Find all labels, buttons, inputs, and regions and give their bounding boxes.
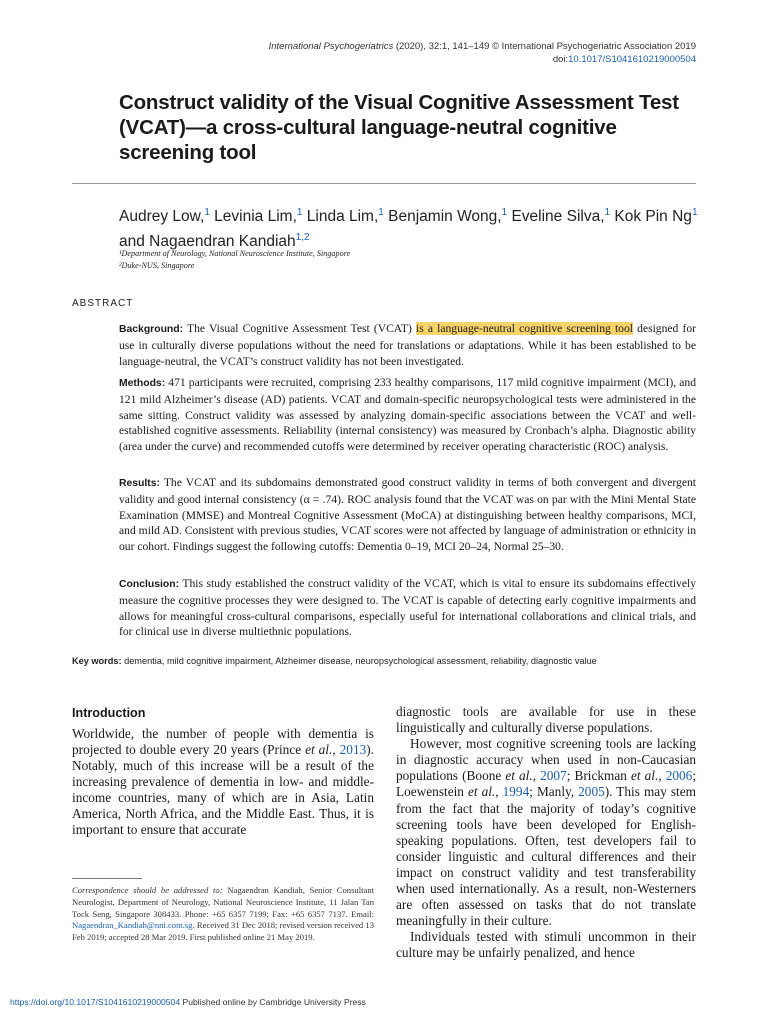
author: and Nagaendran Kandiah	[119, 233, 296, 251]
methods-text: 471 participants were recruited, comprising 233 healthy comparisons, 117 mild cognitive impairment (MCI), and 121 mild Alzheimer’s disease (AD) patients. VCAT and domain-specific neuropsychological tests were administered in the same sitting. Construct validity was assessed by analyzing domain-specific associations between the VCAT and well-established cognitive assessments. Reliability (internal consistency) was measured by Cronbach’s alpha. Diagnostic ability (area under the curve) and recommended cutoffs were determined by receiver operating characteristic (ROC) analysis.	[119, 376, 696, 454]
body-text: However, most cognitive screening tools are lacking in diagnostic accuracy when used in non-Caucasian populations (Boone	[396, 736, 696, 784]
author: Linda Lim,	[302, 208, 379, 226]
email-link[interactable]: Nagaendran_Kandiah@nni.com.sg	[72, 920, 193, 931]
citation-link[interactable]: 2013	[339, 742, 367, 757]
intro-paragraph	[72, 726, 374, 838]
et-al: et al.	[630, 768, 659, 784]
page-footer	[10, 997, 366, 1007]
citation-link[interactable]: 2007	[540, 768, 567, 784]
body-text: ; Brickman	[566, 768, 631, 784]
correspondence-label: Correspondence should be addressed to:	[72, 885, 223, 895]
results-text: The VCAT and its subdomains demonstrated good construct validity in terms of both convergent and divergent validity and good internal consistency (α = .74). ROC analysis found that the VCAT was on par with the Mini Mental State Examination (MMSE) and Montreal Cognitive Assessment (MoCA) at distinguishing between healthy comparisons, MCI, and mild AD. Consistent with previous studies, VCAT scores were not affected by language of administration or ethnicity in our cohort. Findings suggest the following cutoffs: Dementia 0–19, MCI 20–24, Normal 25–30.	[119, 476, 696, 554]
affiliation-ref[interactable]: 1	[296, 207, 303, 218]
correspondence-text: Nagaendran Kandiah, Senior Consultant Neurologist, Department of Neurology, National Neuroscience Institute, 11 Jalan Tan Tock Seng, Singapore 308433. Phone: +65 6357 7199; Fax: +65 6357 7137. Email:	[72, 885, 375, 919]
right-column	[396, 704, 696, 962]
correspondence-note	[72, 885, 374, 944]
affiliation-ref[interactable]: 1	[691, 207, 698, 218]
author-list	[119, 202, 709, 252]
footer-doi-link[interactable]: https://doi.org/10.1017/S1041610219000504	[10, 997, 181, 1007]
paragraph-continued: diagnostic tools are available for use in these linguistically and culturally diverse populations.	[396, 704, 696, 736]
affiliation-ref[interactable]: 1	[604, 207, 611, 218]
journal-citation	[269, 40, 696, 66]
doi-prefix: doi:	[552, 54, 569, 65]
author: Eveline Silva,	[507, 208, 605, 226]
body-text: ). This may stem from the fact that the majority of today’s cognitive screening tools have been developed for English-speaking populations. Often, test developers fail to consider linguistic and cultural differences and their impact on construct validity and test transferability when used internationally. As a result, non-Westerners are often assessed on tasks that do not translate meaningfully in their culture.	[396, 784, 696, 929]
abstract-background	[119, 321, 696, 369]
et-al: et al.	[505, 768, 533, 784]
journal-name: International Psychogeriatrics	[268, 41, 394, 52]
citation-link[interactable]: 2005	[578, 784, 605, 800]
highlighted-text[interactable]: is a language-neutral cognitive screening tool	[415, 322, 633, 335]
author: Kok Pin Ng	[610, 208, 692, 226]
journal-volume: (2020), 32:1, 141–149 © International Psychogeriatric Association 2019	[393, 41, 696, 52]
section-heading-introduction: Introduction	[72, 706, 146, 720]
affiliation-ref[interactable]: 1	[378, 207, 384, 218]
article-title: Construct validity of the Visual Cognitive Assessment Test (VCAT)—a cross-cultural language-neutral cognitive screening tool	[119, 91, 679, 164]
author: Audrey Low,	[119, 208, 205, 226]
body-text: ,	[658, 768, 666, 784]
body-text: ). Notably, much of this increase will be a result of the increasing prevalence of dementia in low- and middle-income countries, many of which are in Asia, Latin America, North Africa, and the Middle East. Thus, it is important to ensure that accurate	[72, 742, 375, 837]
author: Benjamin Wong,	[383, 208, 502, 226]
author: Levinia Lim,	[209, 208, 297, 226]
paragraph-2	[396, 736, 696, 929]
footer-published: Published online by Cambridge University Press	[180, 997, 366, 1007]
body-text: ,	[332, 742, 340, 757]
et-al: et al.	[305, 742, 333, 757]
doi-link[interactable]: 10.1017/S1041610219000504	[568, 54, 696, 65]
background-text: The Visual Cognitive Assessment Test (VCAT)	[183, 322, 416, 335]
results-label: Results:	[119, 478, 160, 489]
correspondence-dates: . Received 31 Dec 2018; revised version received 13 Feb 2019; accepted 28 Mar 2019. First published online 21 May 2019.	[72, 920, 374, 943]
title-divider	[72, 183, 696, 184]
body-text: Worldwide, the number of people with dementia is projected to double every 20 years (Prince	[72, 726, 374, 757]
background-label: Background:	[119, 324, 184, 335]
abstract-results	[119, 475, 696, 555]
footnote-divider	[72, 878, 142, 879]
abstract-label: ABSTRACT	[72, 298, 134, 309]
affiliation-ref[interactable]: 1	[204, 207, 210, 218]
background-text-cont: designed for use in culturally diverse populations without the need for translations or adaptations. While it has been established to be language-neutral, the VCAT’s construct validity has not been investigated.	[119, 322, 696, 368]
abstract-methods	[119, 375, 696, 455]
keywords-text: dementia, mild cognitive impairment, Alzheimer disease, neuropsychological assessment, reliability, diagnostic value	[121, 656, 597, 666]
paragraph-3: Individuals tested with stimuli uncommon in their culture may be unfairly penalized, and hence	[396, 929, 696, 961]
body-text: ,	[532, 768, 541, 784]
abstract-conclusion	[119, 576, 696, 640]
methods-label: Methods:	[119, 378, 166, 389]
affiliations	[119, 248, 350, 272]
affiliation-1: ¹Department of Neurology, National Neuroscience Institute, Singapore	[119, 249, 351, 258]
conclusion-label: Conclusion:	[119, 579, 180, 590]
keywords-label: Key words:	[72, 656, 122, 666]
affiliation-ref[interactable]: 1	[501, 207, 508, 218]
citation-link[interactable]: 2006	[665, 768, 693, 784]
body-text: ; Loewenstein	[396, 768, 697, 800]
affiliation-ref[interactable]: 1,2	[295, 232, 310, 244]
citation-link[interactable]: 1994	[502, 784, 530, 800]
affiliation-2: ²Duke-NUS, Singapore	[119, 261, 195, 270]
body-text: ; Manly,	[529, 784, 579, 800]
body-text: ,	[495, 784, 503, 800]
keywords	[72, 655, 712, 668]
left-column	[72, 706, 374, 838]
et-al: et al.	[467, 784, 496, 800]
conclusion-text: This study established the construct validity of the VCAT, which is vital to ensure its subdomains effectively measure the cognitive processes they were designed to. The VCAT is capable of detecting early cognitive impairments and allows for meaningful cross-cultural comparisons, especially useful for international collaborations and clinical trials, and for clinical use in diverse multiethnic populations.	[119, 577, 696, 639]
